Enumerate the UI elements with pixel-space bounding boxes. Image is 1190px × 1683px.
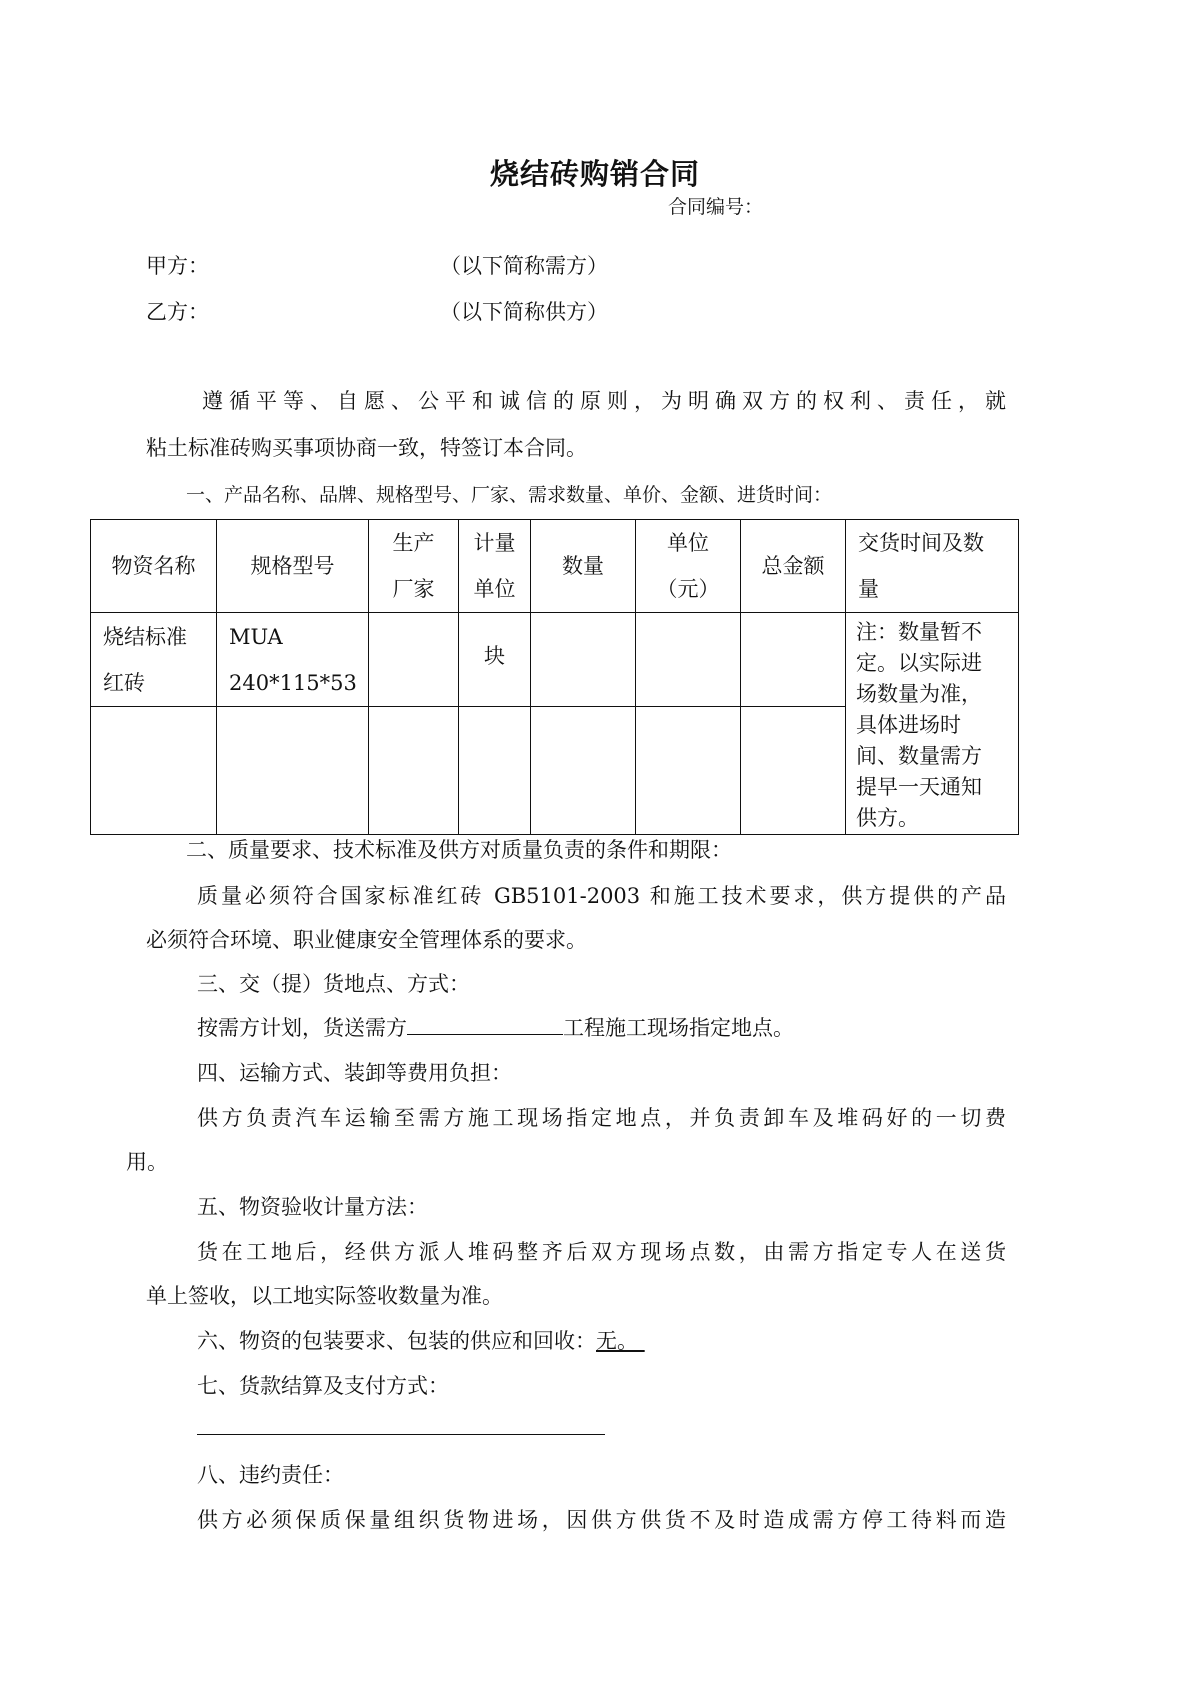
section-3-suffix: 工程施工现场指定地点。 [563, 1016, 794, 1040]
section-5-line-1: 货在工地后，经供方派人堆码整齐后双方现场点数，由需方指定专人在送货 [197, 1240, 1006, 1264]
section-1-heading: 一、产品名称、品牌、规格型号、厂家、需求数量、单价、金额、进货时间： [186, 484, 833, 506]
header-delivery-line-1: 交货时间及数 [858, 531, 984, 555]
intro-paragraph-line-2: 粘土标准砖购买事项协商一致，特签订本合同。 [146, 436, 587, 460]
row1-specification-line-2: 240*115*53 [229, 670, 357, 695]
section-3-line [197, 1012, 794, 1042]
row2-quantity [531, 707, 636, 835]
header-material-name: 物资名称 [91, 520, 217, 613]
delivery-note-cell [846, 613, 1019, 835]
goods-table [90, 519, 1019, 835]
table-row [91, 613, 1019, 707]
header-unit [459, 520, 531, 613]
section-3-heading: 三、交（提）货地点、方式： [197, 972, 470, 996]
header-unit-line-1: 计量 [473, 531, 516, 555]
row1-unit-price [636, 613, 741, 707]
table-header-row [91, 520, 1019, 613]
row1-specification [217, 613, 369, 707]
row2-total-amount [741, 707, 846, 835]
section-8-heading: 八、违约责任： [197, 1463, 344, 1487]
section-5-line-2: 单上签收，以工地实际签收数量为准。 [146, 1284, 503, 1308]
row1-unit: 块 [459, 613, 531, 707]
header-total-amount: 总金额 [741, 520, 846, 613]
section-4-heading: 四、运输方式、装卸等费用负担： [197, 1061, 512, 1085]
party-b-alias: （以下简称供方） [440, 300, 608, 324]
note-line: 定。以实际进 [856, 651, 982, 675]
row2-unit [459, 707, 531, 835]
row2-unit-price [636, 707, 741, 835]
section-2-heading: 二、质量要求、技术标准及供方对质量负责的条件和期限： [186, 838, 732, 862]
section-7-heading: 七、货款结算及支付方式： [197, 1374, 449, 1398]
section-3-prefix: 按需方计划，货送需方 [197, 1016, 407, 1040]
header-manufacturer-line-1: 生产 [392, 531, 435, 555]
section-5-heading: 五、物资验收计量方法： [197, 1195, 428, 1219]
row2-specification [217, 707, 369, 835]
header-delivery-line-2: 量 [858, 577, 879, 601]
section-8-line-1: 供方必须保质保量组织货物进场，因供方供货不及时造成需方停工待料而造 [197, 1508, 1006, 1532]
note-line: 提早一天通知 [856, 775, 982, 799]
header-manufacturer-line-2: 厂家 [392, 577, 435, 601]
project-name-blank[interactable] [407, 1012, 563, 1035]
row1-material-name-line-2: 红砖 [103, 670, 145, 695]
party-a-label: 甲方： [146, 254, 209, 278]
note-line: 具体进场时 [856, 713, 961, 737]
header-unit-price-line-1: 单位 [667, 531, 709, 555]
header-unit-line-2: 单位 [473, 577, 516, 601]
header-unit-price [636, 520, 741, 613]
section-4-line-1: 供方负责汽车运输至需方施工现场指定地点，并负责卸车及堆码好的一切费 [197, 1106, 1006, 1130]
intro-paragraph-line-1: 遵循平等、自愿、公平和诚信的原则，为明确双方的权利、责任，就 [202, 389, 1006, 413]
note-line: 间、数量需方 [856, 744, 982, 768]
row1-manufacturer [369, 613, 459, 707]
note-line: 供方。 [856, 806, 919, 830]
row1-total-amount [741, 613, 846, 707]
row1-material-name [91, 613, 217, 707]
header-delivery-time [846, 520, 1019, 613]
section-6-heading: 六、物资的包装要求、包装的供应和回收： [197, 1329, 596, 1353]
section-4-line-2: 用。 [126, 1150, 168, 1174]
party-a-alias: （以下简称需方） [440, 254, 608, 278]
document-title: 烧结砖购销合同 [489, 157, 700, 191]
row1-material-name-line-1: 烧结标准 [103, 624, 187, 649]
row2-material-name [91, 707, 217, 835]
section-6-line [197, 1325, 645, 1355]
header-specification: 规格型号 [217, 520, 369, 613]
payment-terms-blank[interactable] [197, 1434, 605, 1435]
contract-number-label: 合同编号： [668, 196, 764, 218]
header-unit-price-line-2: （元） [656, 577, 720, 601]
note-line: 注：数量暂不 [856, 620, 982, 644]
header-quantity: 数量 [531, 520, 636, 613]
section-6-value: 无。 [596, 1329, 638, 1353]
section-2-line-2: 必须符合环境、职业健康安全管理体系的要求。 [146, 928, 587, 952]
note-line: 场数量为准， [856, 682, 982, 706]
party-b-label: 乙方： [146, 300, 209, 324]
row2-manufacturer [369, 707, 459, 835]
section-2-line-1: 质量必须符合国家标准红砖 GB5101-2003 和施工技术要求，供方提供的产品 [197, 884, 1006, 908]
section-6-trailing-underline [638, 1329, 645, 1353]
row1-quantity [531, 613, 636, 707]
row1-specification-line-1: MUA [229, 624, 283, 649]
header-manufacturer [369, 520, 459, 613]
